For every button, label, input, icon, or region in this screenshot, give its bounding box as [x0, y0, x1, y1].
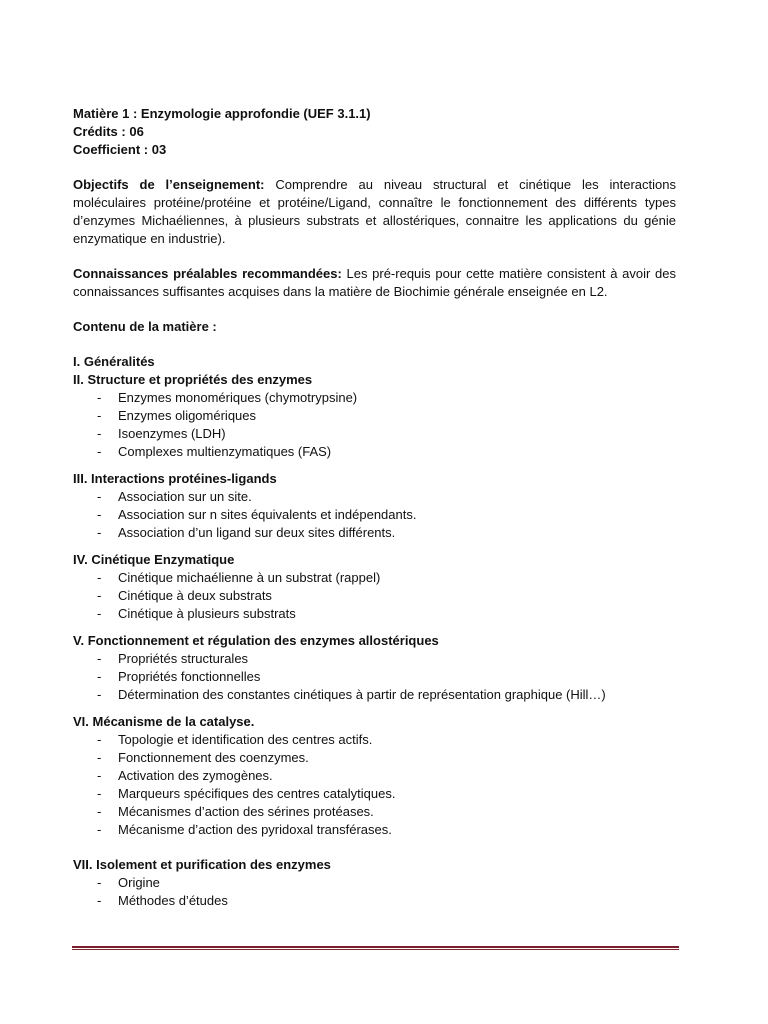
section-list	[73, 389, 676, 461]
list-item-text: Fonctionnement des coenzymes.	[118, 750, 309, 765]
dash-bullet: -	[97, 444, 102, 459]
list-item	[73, 425, 676, 443]
list-item	[73, 407, 676, 425]
dash-bullet: -	[97, 804, 102, 819]
dash-bullet: -	[97, 606, 102, 621]
prerequisites-paragraph	[73, 265, 676, 301]
dash-bullet: -	[97, 875, 102, 890]
dash-bullet: -	[97, 822, 102, 837]
dash-bullet: -	[97, 651, 102, 666]
list-item	[73, 524, 676, 542]
list-item-text: Enzymes oligomériques	[118, 408, 257, 423]
dash-bullet: -	[97, 507, 102, 522]
list-item-text: Isoenzymes (LDH)	[118, 426, 226, 441]
list-item	[73, 650, 676, 668]
dash-bullet: -	[97, 768, 102, 783]
course-title: Matière 1 : Enzymologie approfondie (UEF 3.1.1)	[73, 106, 371, 121]
list-item-text: Mécanismes d’action des sérines protéases.	[118, 804, 374, 819]
dash-bullet: -	[97, 390, 102, 405]
list-item-text: Cinétique à deux substrats	[118, 588, 272, 603]
list-item-text: Association d’un ligand sur deux sites différents.	[118, 525, 396, 540]
footer-rule	[72, 946, 679, 950]
list-item	[73, 389, 676, 407]
list-item	[73, 767, 676, 785]
prerequisites-label: Connaissances préalables recommandées:	[73, 266, 342, 281]
objectives-paragraph	[73, 176, 676, 248]
list-item	[73, 731, 676, 749]
section-list	[73, 569, 676, 623]
dash-bullet: -	[97, 426, 102, 441]
objectives-label: Objectifs de l’enseignement:	[73, 177, 265, 192]
list-item-text: Activation des zymogènes.	[118, 768, 273, 783]
list-item	[73, 749, 676, 767]
coefficient-line: Coefficient : 03	[73, 142, 167, 157]
list-item	[73, 785, 676, 803]
section-list	[73, 488, 676, 542]
section-title: III. Interactions protéines-ligands	[73, 471, 277, 486]
list-item-text: Complexes multienzymatiques (FAS)	[118, 444, 332, 459]
dash-bullet: -	[97, 408, 102, 423]
dash-bullet: -	[97, 525, 102, 540]
list-item	[73, 668, 676, 686]
list-item-text: Cinétique à plusieurs substrats	[118, 606, 296, 621]
list-item-text: Enzymes monomériques (chymotrypsine)	[118, 390, 358, 405]
objectives-text: Comprendre au niveau structural et cinétique les interactions moléculaires protéine/protéine et protéine/Ligand, connaître le fonctionnement des différents types d’enzymes Michaéliennes, à plusieurs substrats et allostériques, connaitre les applications du génie enzymatique en industrie).	[73, 177, 676, 246]
dash-bullet: -	[97, 732, 102, 747]
list-item	[73, 821, 676, 839]
section-list	[73, 650, 676, 704]
dash-bullet: -	[97, 669, 102, 684]
dash-bullet: -	[97, 750, 102, 765]
list-item-text: Mécanisme d’action des pyridoxal transférases.	[118, 822, 392, 837]
list-item	[73, 803, 676, 821]
dash-bullet: -	[97, 893, 102, 908]
dash-bullet: -	[97, 786, 102, 801]
list-item-text: Origine	[118, 875, 160, 890]
list-item	[73, 686, 676, 704]
list-item-text: Association sur n sites équivalents et indépendants.	[118, 507, 417, 522]
list-item-text: Marqueurs spécifiques des centres catalytiques.	[118, 786, 396, 801]
dash-bullet: -	[97, 687, 102, 702]
list-item-text: Topologie et identification des centres actifs.	[118, 732, 373, 747]
section-list	[73, 731, 676, 839]
list-item	[73, 587, 676, 605]
list-item-text: Association sur un site.	[118, 489, 252, 504]
credits-line: Crédits : 06	[73, 124, 144, 139]
dash-bullet: -	[97, 489, 102, 504]
section-title: II. Structure et propriétés des enzymes	[73, 372, 313, 387]
list-item	[73, 605, 676, 623]
section-title: VII. Isolement et purification des enzymes	[73, 857, 331, 872]
list-item-text: Méthodes d’études	[118, 893, 228, 908]
list-item	[73, 488, 676, 506]
section-list	[73, 874, 676, 910]
list-item	[73, 569, 676, 587]
list-item	[73, 443, 676, 461]
list-item-text: Détermination des constantes cinétiques à partir de représentation graphique (Hill…)	[118, 687, 606, 702]
dash-bullet: -	[97, 588, 102, 603]
section-title: V. Fonctionnement et régulation des enzymes allostériques	[73, 633, 439, 648]
prerequisites-text: Les pré-requis pour cette matière consistent à avoir des connaissances suffisantes acquises dans la matière de Biochimie générale enseignée en L2.	[73, 266, 676, 299]
list-item-text: Propriétés fonctionnelles	[118, 669, 261, 684]
section-title: I. Généralités	[73, 354, 155, 369]
list-item	[73, 874, 676, 892]
list-item	[73, 892, 676, 910]
list-item-text: Cinétique michaélienne à un substrat (rappel)	[118, 570, 381, 585]
section-title: VI. Mécanisme de la catalyse.	[73, 714, 255, 729]
dash-bullet: -	[97, 570, 102, 585]
document-page	[73, 105, 676, 910]
content-heading: Contenu de la matière :	[73, 319, 217, 334]
section-title: IV. Cinétique Enzymatique	[73, 552, 235, 567]
list-item-text: Propriétés structurales	[118, 651, 249, 666]
list-item	[73, 506, 676, 524]
